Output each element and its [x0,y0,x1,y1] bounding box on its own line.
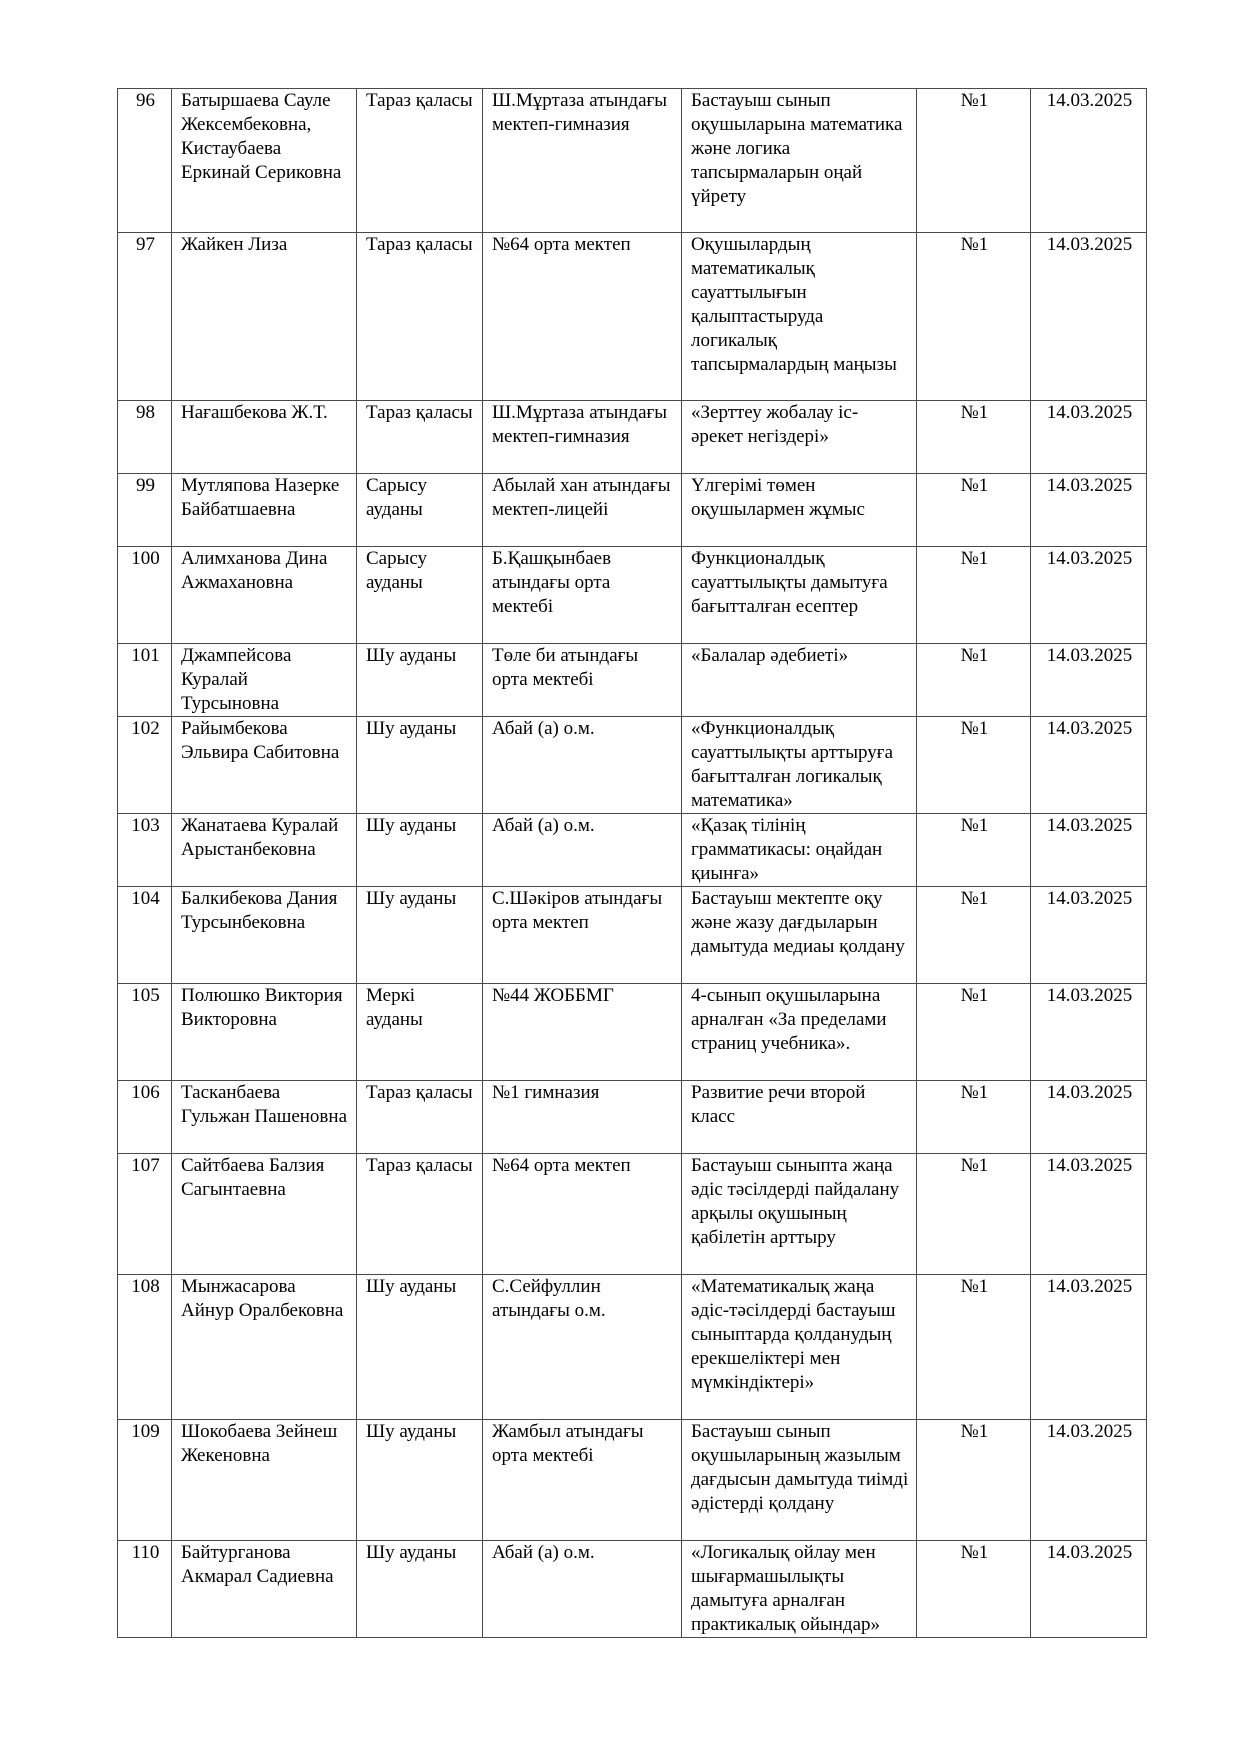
row-number: 107 [118,1154,172,1275]
date: 14.03.2025 [1031,717,1147,814]
participant-name: Полюшко Виктория Викторовна [172,984,357,1081]
date: 14.03.2025 [1031,814,1147,887]
district: Сарысу ауданы [357,547,483,644]
district: Тараз қаласы [357,401,483,474]
table-row [118,1081,1147,1154]
topic: Бастауыш сынып оқушыларына математика және логика тапсырмаларын оңай үйрету [682,89,917,233]
participant-name: Батыршаева Сауле Жексембековна, Кистаубаева Еркинай Сериковна [172,89,357,233]
participant-name: Балкибекова Дания Турсынбековна [172,887,357,984]
topic: Бастауыш сыныпта жаңа әдіс тәсілдерді пайдалану арқылы оқушының қабілетін арттыру [682,1154,917,1275]
district: Шу ауданы [357,1541,483,1638]
date: 14.03.2025 [1031,547,1147,644]
date: 14.03.2025 [1031,1541,1147,1638]
participant-name: Байтурганова Акмарал Садиевна [172,1541,357,1638]
table-row [118,401,1147,474]
table-row [118,1420,1147,1541]
topic: «Математикалық жаңа әдіс-тәсілдерді бастауыш сыныптарда қолданудың ерекшеліктері мен мүмкіндіктері» [682,1275,917,1420]
table-row [118,1275,1147,1420]
date: 14.03.2025 [1031,644,1147,717]
topic: «Қазақ тілінің грамматикасы: оңайдан қиынға» [682,814,917,887]
row-number: 109 [118,1420,172,1541]
date: 14.03.2025 [1031,1154,1147,1275]
protocol-number: №1 [917,233,1031,401]
participant-name: Мынжасарова Айнур Оралбековна [172,1275,357,1420]
school: Ш.Мұртаза атындағы мектеп-гимназия [483,89,682,233]
table-row [118,814,1147,887]
row-number: 103 [118,814,172,887]
table-row [118,644,1147,717]
table-row [118,887,1147,984]
protocol-number: №1 [917,474,1031,547]
protocol-number: №1 [917,814,1031,887]
participant-name: Алимханова Дина Ажмахановна [172,547,357,644]
participant-name: Жанатаева Куралай Арыстанбековна [172,814,357,887]
date: 14.03.2025 [1031,1081,1147,1154]
district: Шу ауданы [357,887,483,984]
row-number: 105 [118,984,172,1081]
table-row [118,984,1147,1081]
district: Тараз қаласы [357,89,483,233]
school: Абай (а) о.м. [483,814,682,887]
date: 14.03.2025 [1031,887,1147,984]
school: №64 орта мектеп [483,1154,682,1275]
table-row [118,1154,1147,1275]
date: 14.03.2025 [1031,1420,1147,1541]
topic: «Функционалдық сауаттылықты арттыруға бағытталған логикалық математика» [682,717,917,814]
date: 14.03.2025 [1031,984,1147,1081]
row-number: 106 [118,1081,172,1154]
school: С.Сейфуллин атындағы о.м. [483,1275,682,1420]
protocol-number: №1 [917,984,1031,1081]
school: С.Шәкіров атындағы орта мектеп [483,887,682,984]
school: №64 орта мектеп [483,233,682,401]
topic: «Логикалық ойлау мен шығармашылықты дамытуға арналған практикалық ойындар» [682,1541,917,1638]
topic: «Балалар әдебиеті» [682,644,917,717]
protocol-number: №1 [917,401,1031,474]
school: №1 гимназия [483,1081,682,1154]
protocol-number: №1 [917,1275,1031,1420]
school: Ш.Мұртаза атындағы мектеп-гимназия [483,401,682,474]
date: 14.03.2025 [1031,1275,1147,1420]
district: Тараз қаласы [357,233,483,401]
school: Жамбыл атындағы орта мектебі [483,1420,682,1541]
protocol-number: №1 [917,887,1031,984]
participant-name: Тасканбаева Гульжан Пашеновна [172,1081,357,1154]
district: Шу ауданы [357,814,483,887]
topic: Бастауыш мектепте оқу және жазу дағдыларын дамытуда медиаы қолдану [682,887,917,984]
topic: Оқушылардың математикалық сауаттылығын қалыптастыруда логикалық тапсырмалардың маңызы [682,233,917,401]
protocol-number: №1 [917,1420,1031,1541]
date: 14.03.2025 [1031,474,1147,547]
table-row [118,1541,1147,1638]
table-row [118,233,1147,401]
district: Тараз қаласы [357,1154,483,1275]
school: Абай (а) о.м. [483,717,682,814]
row-number: 98 [118,401,172,474]
date: 14.03.2025 [1031,89,1147,233]
participant-name: Джампейсова Куралай Турсыновна [172,644,357,717]
row-number: 102 [118,717,172,814]
row-number: 108 [118,1275,172,1420]
date: 14.03.2025 [1031,401,1147,474]
district: Шу ауданы [357,1420,483,1541]
district: Шу ауданы [357,717,483,814]
participant-name: Шокобаева Зейнеш Жекеновна [172,1420,357,1541]
table-row [118,89,1147,233]
district: Тараз қаласы [357,1081,483,1154]
table-row [118,717,1147,814]
protocol-number: №1 [917,644,1031,717]
protocol-number: №1 [917,547,1031,644]
topic: Үлгерімі төмен оқушылармен жұмыс [682,474,917,547]
participants-table [117,88,1147,1638]
table-row [118,474,1147,547]
participant-name: Нағашбекова Ж.Т. [172,401,357,474]
row-number: 101 [118,644,172,717]
district: Сарысу ауданы [357,474,483,547]
protocol-number: №1 [917,1081,1031,1154]
topic: Развитие речи второй класс [682,1081,917,1154]
row-number: 96 [118,89,172,233]
school: Б.Қашқынбаев атындағы орта мектебі [483,547,682,644]
row-number: 100 [118,547,172,644]
topic: 4-сынып оқушыларына арналған «За пределами страниц учебника». [682,984,917,1081]
table-row [118,547,1147,644]
date: 14.03.2025 [1031,233,1147,401]
topic: Бастауыш сынып оқушыларының жазылым дағдысын дамытуда тиімді әдістерді қолдану [682,1420,917,1541]
school: №44 ЖОББМГ [483,984,682,1081]
topic: «Зерттеу жобалау іс-әрекет негіздері» [682,401,917,474]
topic: Функционалдық сауаттылықты дамытуға бағытталған есептер [682,547,917,644]
protocol-number: №1 [917,1541,1031,1638]
school: Абылай хан атындағы мектеп-лицейі [483,474,682,547]
participant-name: Жайкен Лиза [172,233,357,401]
row-number: 110 [118,1541,172,1638]
protocol-number: №1 [917,89,1031,233]
row-number: 104 [118,887,172,984]
district: Шу ауданы [357,644,483,717]
school: Абай (а) о.м. [483,1541,682,1638]
row-number: 99 [118,474,172,547]
participant-name: Мутляпова Назерке Байбатшаевна [172,474,357,547]
row-number: 97 [118,233,172,401]
protocol-number: №1 [917,717,1031,814]
participant-name: Сайтбаева Балзия Сагынтаевна [172,1154,357,1275]
table-body [118,89,1147,1638]
protocol-number: №1 [917,1154,1031,1275]
school: Төле би атындағы орта мектебі [483,644,682,717]
district: Меркі ауданы [357,984,483,1081]
district: Шу ауданы [357,1275,483,1420]
participant-name: Райымбекова Эльвира Сабитовна [172,717,357,814]
